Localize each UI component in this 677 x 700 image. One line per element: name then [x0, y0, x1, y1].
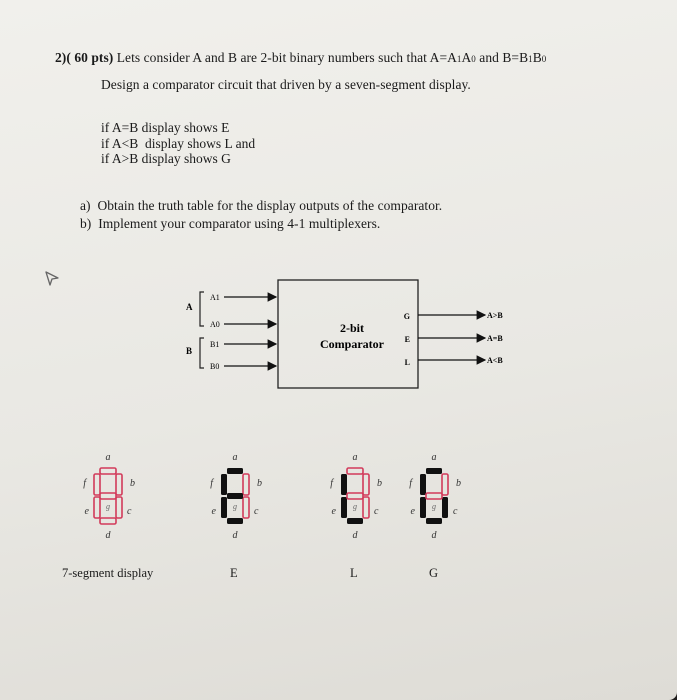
segment-label-d: d — [431, 530, 437, 541]
subscript-a0: 0 — [471, 54, 476, 64]
segment-d — [347, 518, 363, 524]
input-b-label: B — [186, 346, 193, 356]
segment-d — [100, 518, 116, 524]
output-g-label: G — [403, 312, 410, 321]
b0-label: B0 — [210, 362, 220, 371]
condition-eq: if A=B display shows E — [101, 120, 230, 135]
segment-g — [426, 493, 442, 499]
segment-label-d: d — [232, 530, 238, 541]
segment-a — [426, 468, 442, 474]
segment-label-a: a — [431, 452, 437, 463]
b1-label: B1 — [210, 340, 220, 349]
segment-label-f: f — [409, 478, 412, 489]
part-a: a) Obtain the truth table for the display outputs of the comparator. — [80, 198, 443, 213]
condition-list — [101, 120, 255, 167]
input-a-label: A — [186, 302, 193, 312]
and-b-text: and B=B — [475, 50, 529, 65]
design-line: Design a comparator circuit that driven by a seven-segment display. — [101, 77, 471, 92]
segment-label-d: d — [105, 530, 111, 541]
segment-label-b: b — [257, 478, 262, 489]
segment-a — [347, 468, 363, 474]
segment-label-e: e — [84, 506, 89, 517]
segment-f — [341, 474, 347, 495]
result-gt-label: A>B — [487, 311, 503, 320]
segment-label-f: f — [210, 478, 213, 489]
segment-g — [347, 493, 363, 499]
display-caption-2: L — [350, 566, 358, 580]
segment-label-g: g — [233, 502, 237, 511]
segment-c — [243, 497, 249, 518]
seven-segment-display-2 — [311, 450, 399, 556]
subscript-b0: 0 — [541, 54, 547, 64]
segment-a — [100, 468, 116, 474]
segment-label-d: d — [352, 530, 358, 541]
segment-label-c: c — [374, 506, 379, 517]
seven-segment-row — [0, 438, 677, 588]
comparator-diagram — [170, 272, 510, 392]
seven-segment-display-0 — [64, 450, 152, 556]
segment-label-b: b — [130, 478, 135, 489]
subscript-a1: 1 — [456, 54, 462, 64]
segment-c — [363, 497, 369, 518]
segment-label-g: g — [353, 502, 357, 511]
display-caption-1: E — [230, 566, 238, 580]
cursor-arrow-icon — [44, 270, 62, 288]
seven-segment-display-3 — [390, 450, 478, 556]
segment-label-e: e — [331, 506, 336, 517]
segment-label-a: a — [232, 452, 238, 463]
part-b: b) Implement your comparator using 4-1 multiplexers. — [80, 216, 381, 231]
segment-label-e: e — [410, 506, 415, 517]
segment-label-c: c — [254, 506, 259, 517]
segment-g — [227, 493, 243, 499]
segment-e — [341, 497, 347, 518]
segment-b — [243, 474, 249, 495]
segment-g — [100, 493, 116, 499]
condition-lt: if A<B display shows L and — [101, 135, 256, 151]
segment-d — [426, 518, 442, 524]
b0-letter: B — [532, 50, 542, 65]
segment-e — [420, 497, 426, 518]
segment-c — [442, 497, 448, 518]
block-label-line2: Comparator — [320, 337, 384, 351]
segment-e — [221, 497, 227, 518]
segment-label-f: f — [330, 478, 333, 489]
segment-label-a: a — [105, 452, 111, 463]
output-l-label: L — [404, 358, 410, 367]
segment-label-c: c — [453, 506, 458, 517]
segment-label-b: b — [377, 478, 382, 489]
segment-e — [94, 497, 100, 518]
segment-b — [442, 474, 448, 495]
a0-letter: A — [461, 50, 472, 65]
segment-label-b: b — [456, 478, 461, 489]
output-e-label: E — [404, 335, 410, 344]
segment-label-g: g — [432, 502, 436, 511]
segment-label-g: g — [106, 502, 110, 511]
bracket-a — [200, 292, 204, 326]
segment-label-a: a — [352, 452, 358, 463]
segment-b — [363, 474, 369, 495]
segment-b — [116, 474, 122, 495]
subscript-b1: 1 — [528, 54, 533, 64]
segment-label-e: e — [211, 506, 216, 517]
segment-f — [94, 474, 100, 495]
result-eq-label: A=B — [487, 334, 503, 343]
segment-f — [221, 474, 227, 495]
a1-label: A1 — [210, 293, 220, 302]
bracket-b — [200, 338, 204, 368]
question-points: ( 60 pts) — [66, 50, 114, 65]
result-lt-label: A<B — [487, 356, 503, 365]
seven-segment-display-1 — [191, 450, 279, 556]
segment-d — [227, 518, 243, 524]
question-line — [55, 50, 546, 66]
block-label-line1: 2-bit — [340, 321, 364, 335]
segment-c — [116, 497, 122, 518]
segment-a — [227, 468, 243, 474]
question-intro: Lets consider A and B are 2-bit binary numbers such that A=A — [116, 50, 457, 65]
segment-label-c: c — [127, 506, 132, 517]
condition-gt: if A>B display shows G — [101, 151, 231, 166]
a0-label: A0 — [210, 320, 220, 329]
display-caption-3: G — [429, 566, 439, 580]
question-number: 2) — [55, 50, 67, 65]
display-caption-0: 7-segment display — [62, 566, 154, 580]
segment-label-f: f — [83, 478, 86, 489]
segment-f — [420, 474, 426, 495]
